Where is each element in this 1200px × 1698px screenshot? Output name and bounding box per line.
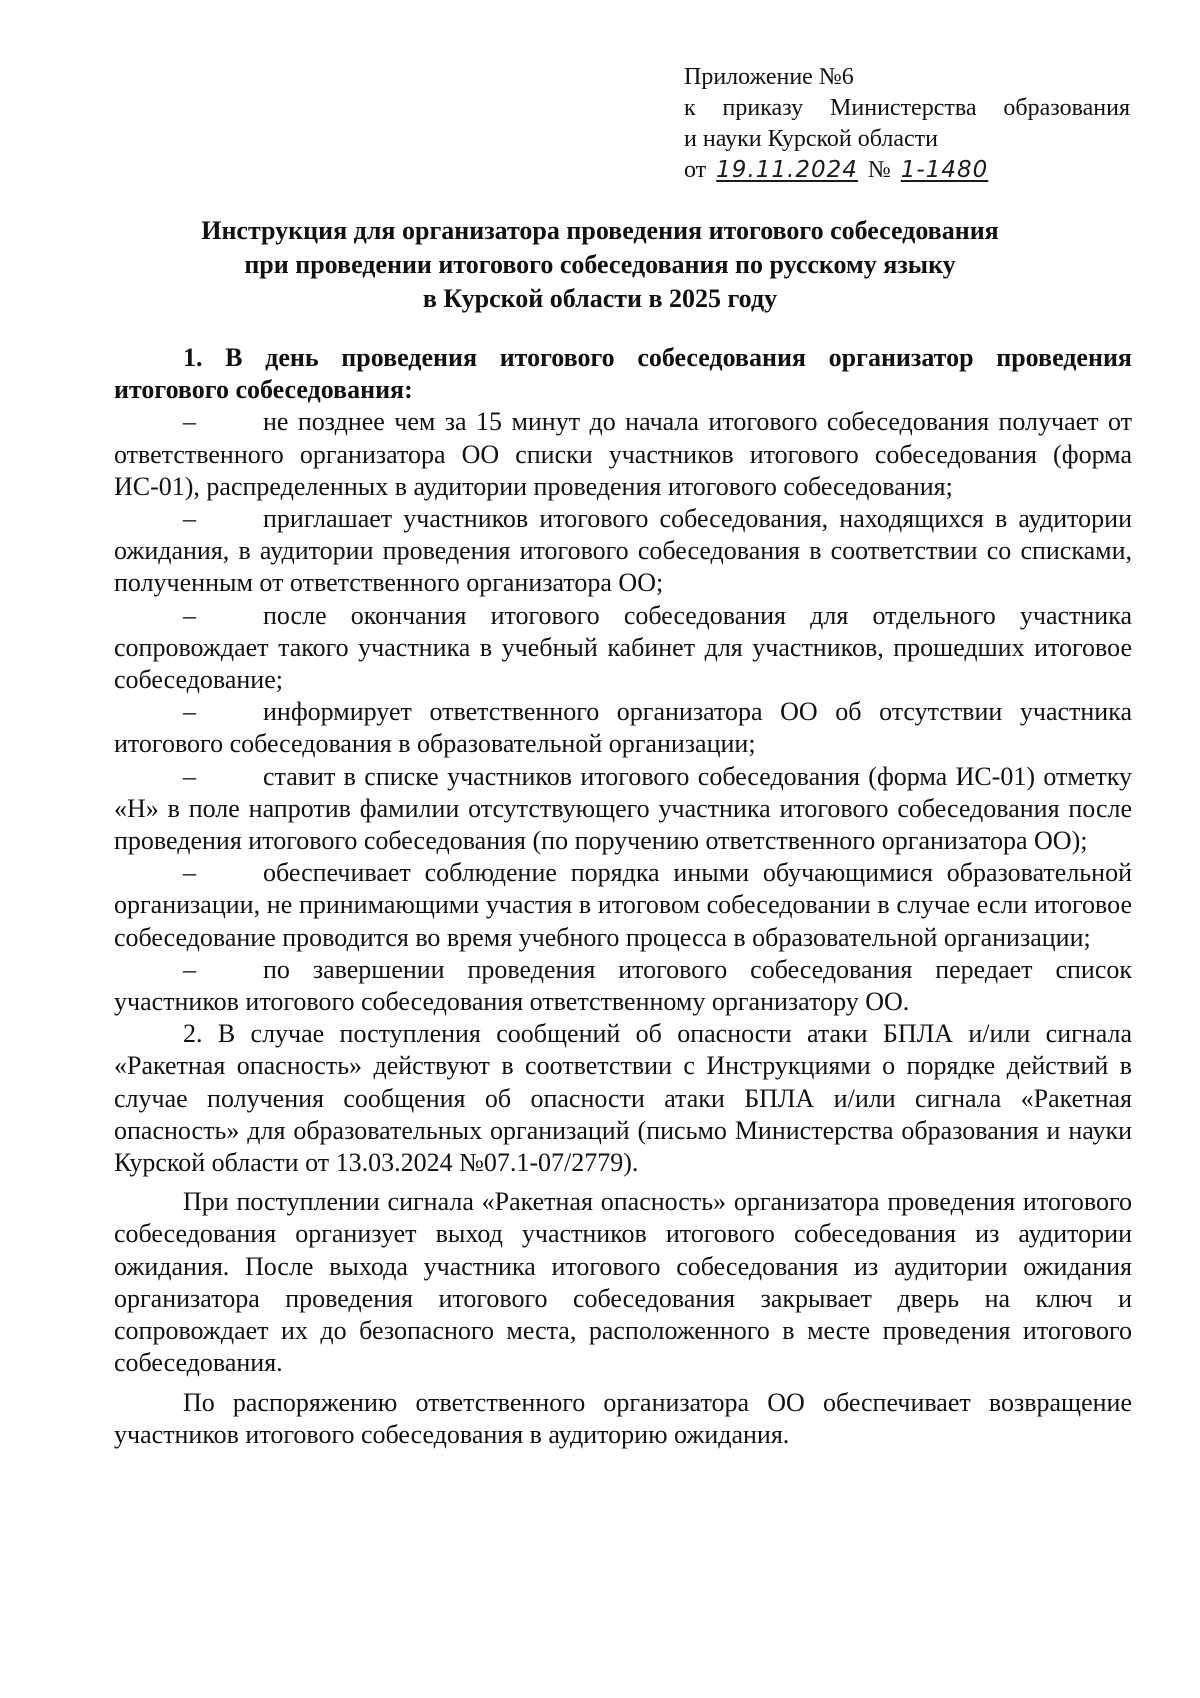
list-item-text: обеспечивает соблюдение порядка иными обучающимися образовательной организации, не принимающими участия в итоговом собеседовании в случае если итоговое собеседование проводится во время учебного процесса в образовательной организации; bbox=[114, 858, 1132, 952]
order-reference: к приказу Министерства образования bbox=[684, 95, 1130, 121]
list-item bbox=[114, 857, 1132, 954]
list-dash: – bbox=[183, 407, 196, 437]
return-paragraph: По распоряжению ответственного организатора ОО обеспечивает возвращение участников итогового собеседования в аудиторию ожидания. bbox=[114, 1387, 1132, 1449]
list-item bbox=[114, 954, 1132, 1018]
list-item-text: после окончания итогового собеседования для отдельного участника сопровождает такого участника в учебный кабинет для участников, прошедших итоговое собеседование; bbox=[114, 600, 1132, 695]
list-dash: – bbox=[183, 697, 196, 727]
list-item bbox=[114, 600, 1132, 697]
order-date: 19.11.2024 bbox=[716, 157, 858, 183]
date-prefix: от bbox=[684, 157, 707, 183]
list-item-text: по завершении проведения итогового собеседования передает список участников итогового собеседования ответственному организатору ОО. bbox=[114, 954, 1132, 1017]
appendix-header bbox=[684, 62, 1130, 186]
list-dash: – bbox=[183, 504, 196, 534]
order-number: 1-1480 bbox=[900, 157, 989, 183]
title-line-1: Инструкция для организатора проведения итогового собеседования bbox=[201, 216, 999, 245]
ministry-name: и науки Курской области bbox=[684, 126, 938, 152]
appendix-number: Приложение №6 bbox=[684, 64, 854, 90]
list-item-text: ставит в списке участников итогового собеседования (форма ИС-01) отметку «Н» в поле напротив фамилии отсутствующего участника итогового собеседования после проведения итогового собеседования (по поручению ответственного организатора ОО); bbox=[114, 761, 1132, 856]
list-item bbox=[114, 761, 1132, 858]
list-item bbox=[114, 503, 1132, 600]
number-prefix: № bbox=[867, 157, 891, 183]
list-item bbox=[114, 406, 1132, 503]
list-item-text: информирует ответственного организатора ОО об отсутствии участника итогового собеседования в образовательной организации; bbox=[114, 697, 1132, 759]
document-title bbox=[100, 214, 1100, 316]
missile-alert-paragraph: При поступлении сигнала «Ракетная опасность» организатора проведения итогового собеседования организует выход участников итогового собеседования из аудитории ожидания. После выхода участника итогового собеседования из аудитории ожидания организатора проведения итогового собеседования закрывает дверь на ключ и сопровождает их до безопасного места, расположенного в месте проведения итогового собеседования. bbox=[114, 1187, 1132, 1378]
title-line-2: при проведении итогового собеседования по русскому языку bbox=[244, 250, 956, 279]
list-dash: – bbox=[183, 954, 196, 984]
list-dash: – bbox=[183, 761, 196, 791]
list-dash: – bbox=[183, 600, 196, 630]
section-2-paragraph: 2. В случае поступления сообщений об опасности атаки БПЛА и/или сигнала «Ракетная опасность» действуют в соответствии с Инструкциями о порядке действий в случае получения сообщения об опасности атаки БПЛА и/или сигнала «Ракетная опасность» для образовательных организаций (письмо Министерства образования и науки Курской области от 13.03.2024 №07.1-07/2779). bbox=[114, 1019, 1132, 1178]
order-date-line bbox=[684, 155, 1130, 186]
document-body bbox=[114, 342, 1132, 1451]
list-item-text: приглашает участников итогового собеседования, находящихся в аудитории ожидания, в аудитории проведения итогового собеседования в соответствии со списками, полученным от ответственного организатора ОО; bbox=[114, 504, 1132, 598]
section-1-heading: 1. В день проведения итогового собеседования организатор проведения итогового собеседования: bbox=[114, 343, 1132, 405]
list-item-text: не позднее чем за 15 минут до начала итогового собеседования получает от ответственного организатора ОО списки участников итогового собеседования (форма ИС-01), распределенных в аудитории проведения итогового собеседования; bbox=[114, 407, 1132, 501]
list-item bbox=[114, 696, 1132, 760]
list-dash: – bbox=[183, 858, 196, 888]
title-line-3: в Курской области в 2025 году bbox=[422, 284, 778, 313]
